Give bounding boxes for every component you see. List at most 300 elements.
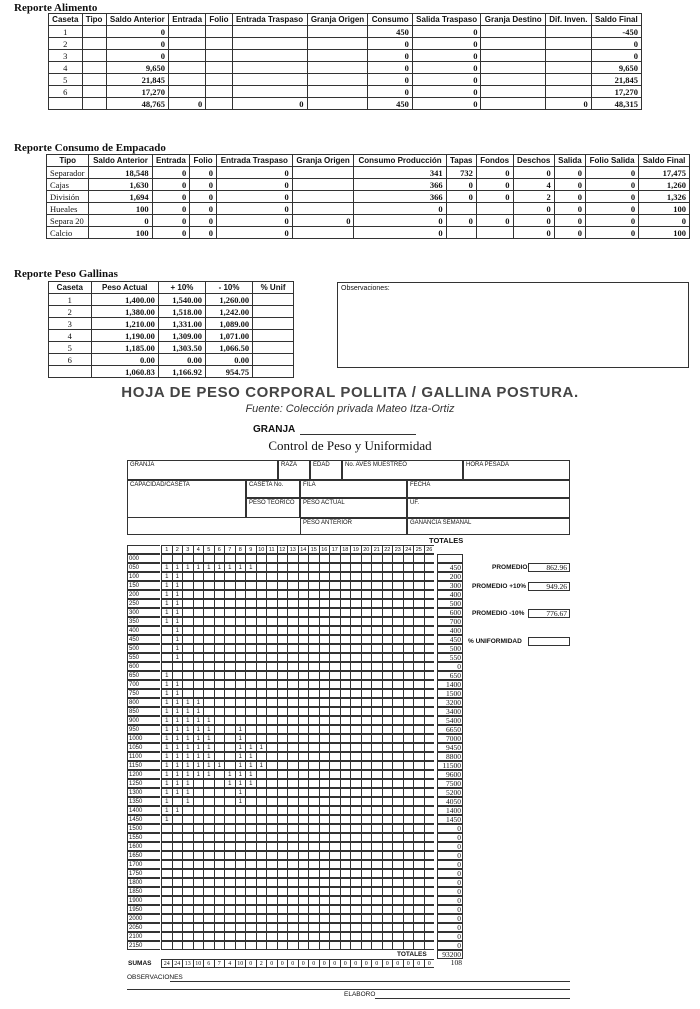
tally-cell[interactable]	[224, 833, 235, 842]
tally-cell[interactable]	[182, 572, 193, 581]
tally-cell[interactable]	[256, 644, 267, 653]
tally-cell[interactable]	[182, 806, 193, 815]
tally-cell[interactable]	[308, 635, 319, 644]
tally-cell[interactable]	[350, 554, 361, 563]
tally-cell[interactable]	[392, 671, 403, 680]
tally-cell[interactable]	[329, 734, 340, 743]
tally-cell[interactable]	[392, 716, 403, 725]
tally-cell[interactable]	[161, 635, 172, 644]
tally-cell[interactable]	[308, 878, 319, 887]
tally-cell[interactable]	[392, 896, 403, 905]
tally-cell[interactable]	[329, 797, 340, 806]
tally-cell[interactable]	[203, 869, 214, 878]
tally-cell[interactable]	[266, 698, 277, 707]
tally-cell[interactable]	[329, 689, 340, 698]
tally-cell[interactable]	[340, 626, 351, 635]
tally-cell[interactable]	[266, 554, 277, 563]
tally-cell[interactable]	[277, 761, 288, 770]
tally-cell[interactable]	[403, 779, 414, 788]
tally-cell[interactable]	[350, 644, 361, 653]
tally-cell[interactable]	[340, 923, 351, 932]
tally-cell[interactable]	[224, 752, 235, 761]
tally-cell[interactable]	[371, 554, 382, 563]
tally-cell[interactable]	[329, 806, 340, 815]
tally-cell[interactable]	[245, 635, 256, 644]
tally-cell[interactable]	[329, 743, 340, 752]
tally-cell[interactable]	[403, 815, 414, 824]
tally-cell[interactable]	[424, 905, 435, 914]
tally-cell[interactable]	[371, 680, 382, 689]
tally-cell[interactable]	[256, 752, 267, 761]
tally-cell[interactable]	[382, 734, 393, 743]
tally-cell[interactable]: 1	[161, 761, 172, 770]
tally-cell[interactable]	[319, 896, 330, 905]
tally-cell[interactable]	[424, 761, 435, 770]
tally-cell[interactable]	[340, 671, 351, 680]
tally-cell[interactable]	[308, 662, 319, 671]
tally-cell[interactable]	[329, 725, 340, 734]
tally-cell[interactable]	[340, 572, 351, 581]
tally-cell[interactable]	[350, 860, 361, 869]
tally-cell[interactable]	[256, 824, 267, 833]
tally-cell[interactable]: 1	[256, 761, 267, 770]
tally-cell[interactable]	[371, 734, 382, 743]
tally-cell[interactable]	[182, 815, 193, 824]
tally-cell[interactable]	[277, 599, 288, 608]
tally-cell[interactable]	[413, 644, 424, 653]
tally-cell[interactable]	[329, 824, 340, 833]
tally-cell[interactable]	[277, 698, 288, 707]
tally-cell[interactable]	[266, 761, 277, 770]
tally-cell[interactable]	[203, 941, 214, 950]
tally-cell[interactable]	[266, 887, 277, 896]
tally-cell[interactable]	[392, 761, 403, 770]
tally-cell[interactable]	[266, 581, 277, 590]
tally-cell[interactable]	[161, 878, 172, 887]
tally-cell[interactable]	[266, 635, 277, 644]
tally-cell[interactable]	[287, 590, 298, 599]
tally-cell[interactable]	[403, 932, 414, 941]
tally-cell[interactable]	[371, 806, 382, 815]
tally-cell[interactable]	[319, 734, 330, 743]
tally-cell[interactable]: 1	[161, 716, 172, 725]
tally-cell[interactable]	[340, 869, 351, 878]
tally-cell[interactable]	[235, 842, 246, 851]
tally-cell[interactable]	[266, 671, 277, 680]
tally-cell[interactable]	[235, 653, 246, 662]
tally-cell[interactable]	[392, 617, 403, 626]
tally-cell[interactable]	[413, 563, 424, 572]
tally-cell[interactable]	[256, 671, 267, 680]
tally-cell[interactable]	[371, 932, 382, 941]
tally-cell[interactable]	[382, 581, 393, 590]
tally-cell[interactable]	[182, 851, 193, 860]
tally-cell[interactable]	[182, 653, 193, 662]
tally-cell[interactable]	[214, 887, 225, 896]
tally-cell[interactable]	[371, 833, 382, 842]
tally-cell[interactable]	[319, 662, 330, 671]
tally-cell[interactable]	[424, 797, 435, 806]
tally-cell[interactable]	[277, 725, 288, 734]
tally-cell[interactable]	[214, 860, 225, 869]
tally-cell[interactable]	[224, 842, 235, 851]
tally-cell[interactable]	[266, 923, 277, 932]
tally-cell[interactable]	[329, 788, 340, 797]
tally-cell[interactable]	[214, 815, 225, 824]
tally-cell[interactable]	[182, 581, 193, 590]
tally-cell[interactable]	[298, 689, 309, 698]
tally-cell[interactable]	[424, 635, 435, 644]
tally-cell[interactable]	[392, 833, 403, 842]
tally-cell[interactable]	[319, 788, 330, 797]
tally-cell[interactable]: 1	[172, 644, 183, 653]
tally-cell[interactable]	[340, 797, 351, 806]
tally-cell[interactable]	[329, 626, 340, 635]
tally-cell[interactable]	[214, 833, 225, 842]
tally-cell[interactable]	[203, 815, 214, 824]
tally-cell[interactable]	[172, 797, 183, 806]
tally-cell[interactable]: 1	[172, 788, 183, 797]
tally-cell[interactable]	[308, 680, 319, 689]
tally-cell[interactable]	[287, 797, 298, 806]
tally-cell[interactable]	[308, 599, 319, 608]
tally-cell[interactable]	[193, 932, 204, 941]
tally-cell[interactable]	[382, 788, 393, 797]
tally-cell[interactable]	[298, 869, 309, 878]
tally-cell[interactable]	[277, 806, 288, 815]
tally-cell[interactable]	[403, 914, 414, 923]
tally-cell[interactable]	[392, 869, 403, 878]
tally-cell[interactable]	[172, 905, 183, 914]
tally-cell[interactable]	[203, 860, 214, 869]
tally-cell[interactable]	[266, 644, 277, 653]
tally-cell[interactable]	[382, 644, 393, 653]
tally-cell[interactable]	[340, 851, 351, 860]
tally-cell[interactable]	[256, 833, 267, 842]
tally-cell[interactable]	[277, 662, 288, 671]
tally-cell[interactable]	[361, 599, 372, 608]
tally-cell[interactable]	[413, 869, 424, 878]
tally-cell[interactable]	[277, 617, 288, 626]
tally-cell[interactable]	[382, 608, 393, 617]
tally-cell[interactable]	[403, 896, 414, 905]
tally-cell[interactable]	[308, 581, 319, 590]
tally-cell[interactable]	[172, 833, 183, 842]
tally-cell[interactable]	[287, 671, 298, 680]
tally-cell[interactable]	[245, 581, 256, 590]
tally-cell[interactable]	[256, 878, 267, 887]
tally-cell[interactable]	[245, 878, 256, 887]
tally-cell[interactable]	[266, 896, 277, 905]
tally-cell[interactable]	[382, 554, 393, 563]
tally-cell[interactable]	[350, 635, 361, 644]
tally-cell[interactable]	[413, 581, 424, 590]
tally-cell[interactable]	[182, 914, 193, 923]
tally-cell[interactable]	[214, 878, 225, 887]
tally-cell[interactable]	[403, 653, 414, 662]
tally-cell[interactable]	[329, 653, 340, 662]
tally-cell[interactable]	[403, 797, 414, 806]
tally-cell[interactable]	[224, 824, 235, 833]
tally-cell[interactable]	[245, 941, 256, 950]
tally-cell[interactable]	[172, 860, 183, 869]
tally-cell[interactable]	[340, 608, 351, 617]
tally-cell[interactable]	[256, 842, 267, 851]
tally-cell[interactable]	[403, 644, 414, 653]
tally-cell[interactable]	[382, 842, 393, 851]
tally-cell[interactable]	[193, 806, 204, 815]
tally-cell[interactable]: 1	[245, 770, 256, 779]
tally-cell[interactable]	[413, 770, 424, 779]
form-fecha[interactable]: FECHA	[407, 480, 570, 498]
tally-cell[interactable]	[308, 572, 319, 581]
tally-cell[interactable]	[382, 743, 393, 752]
tally-cell[interactable]	[161, 842, 172, 851]
tally-cell[interactable]	[256, 617, 267, 626]
tally-cell[interactable]: 1	[161, 788, 172, 797]
tally-cell[interactable]	[413, 635, 424, 644]
tally-cell[interactable]	[308, 788, 319, 797]
tally-cell[interactable]	[371, 626, 382, 635]
tally-cell[interactable]	[203, 896, 214, 905]
tally-cell[interactable]	[203, 608, 214, 617]
tally-cell[interactable]	[224, 707, 235, 716]
tally-cell[interactable]	[403, 770, 414, 779]
tally-cell[interactable]	[424, 752, 435, 761]
tally-cell[interactable]	[235, 626, 246, 635]
tally-cell[interactable]	[413, 914, 424, 923]
tally-cell[interactable]	[403, 941, 414, 950]
tally-cell[interactable]: 1	[235, 770, 246, 779]
tally-cell[interactable]	[287, 707, 298, 716]
tally-cell[interactable]	[382, 653, 393, 662]
tally-cell[interactable]	[224, 608, 235, 617]
tally-cell[interactable]	[340, 617, 351, 626]
tally-cell[interactable]	[266, 617, 277, 626]
tally-cell[interactable]	[340, 716, 351, 725]
tally-cell[interactable]	[235, 554, 246, 563]
tally-cell[interactable]	[277, 572, 288, 581]
tally-cell[interactable]	[329, 635, 340, 644]
tally-cell[interactable]: 1	[161, 806, 172, 815]
tally-cell[interactable]	[413, 833, 424, 842]
tally-cell[interactable]	[214, 581, 225, 590]
tally-cell[interactable]	[319, 599, 330, 608]
tally-cell[interactable]	[245, 788, 256, 797]
tally-cell[interactable]	[235, 608, 246, 617]
tally-cell[interactable]	[371, 599, 382, 608]
tally-cell[interactable]	[361, 833, 372, 842]
tally-cell[interactable]	[329, 779, 340, 788]
tally-cell[interactable]: 1	[161, 617, 172, 626]
tally-cell[interactable]	[203, 662, 214, 671]
tally-cell[interactable]: 1	[182, 770, 193, 779]
tally-cell[interactable]: 1	[172, 752, 183, 761]
tally-cell[interactable]	[350, 581, 361, 590]
tally-cell[interactable]	[392, 815, 403, 824]
tally-cell[interactable]	[392, 572, 403, 581]
tally-cell[interactable]	[371, 653, 382, 662]
tally-cell[interactable]	[203, 878, 214, 887]
tally-cell[interactable]: 1	[172, 617, 183, 626]
tally-cell[interactable]	[424, 806, 435, 815]
tally-cell[interactable]	[424, 563, 435, 572]
tally-cell[interactable]	[382, 923, 393, 932]
tally-cell[interactable]	[392, 599, 403, 608]
tally-cell[interactable]	[424, 869, 435, 878]
tally-cell[interactable]	[371, 770, 382, 779]
tally-cell[interactable]	[193, 653, 204, 662]
tally-cell[interactable]	[350, 599, 361, 608]
tally-cell[interactable]	[256, 815, 267, 824]
tally-cell[interactable]	[287, 725, 298, 734]
tally-cell[interactable]	[403, 824, 414, 833]
tally-cell[interactable]: 1	[172, 572, 183, 581]
tally-cell[interactable]	[203, 581, 214, 590]
tally-cell[interactable]	[298, 914, 309, 923]
tally-cell[interactable]	[214, 905, 225, 914]
tally-cell[interactable]	[371, 635, 382, 644]
tally-cell[interactable]	[424, 725, 435, 734]
tally-cell[interactable]	[361, 932, 372, 941]
tally-cell[interactable]	[214, 779, 225, 788]
tally-cell[interactable]	[224, 932, 235, 941]
tally-cell[interactable]	[403, 743, 414, 752]
tally-cell[interactable]	[256, 941, 267, 950]
tally-cell[interactable]	[172, 887, 183, 896]
tally-cell[interactable]	[319, 806, 330, 815]
tally-cell[interactable]	[193, 680, 204, 689]
tally-cell[interactable]	[214, 842, 225, 851]
tally-cell[interactable]	[298, 590, 309, 599]
tally-cell[interactable]	[371, 743, 382, 752]
tally-cell[interactable]: 1	[161, 725, 172, 734]
tally-cell[interactable]	[266, 572, 277, 581]
tally-cell[interactable]	[235, 698, 246, 707]
tally-cell[interactable]	[371, 779, 382, 788]
tally-cell[interactable]	[245, 923, 256, 932]
tally-cell[interactable]	[392, 644, 403, 653]
tally-cell[interactable]	[224, 725, 235, 734]
tally-cell[interactable]	[392, 941, 403, 950]
tally-cell[interactable]	[193, 671, 204, 680]
tally-cell[interactable]: 1	[235, 752, 246, 761]
tally-cell[interactable]	[350, 563, 361, 572]
tally-cell[interactable]	[308, 725, 319, 734]
tally-cell[interactable]	[298, 878, 309, 887]
tally-cell[interactable]	[298, 671, 309, 680]
tally-cell[interactable]	[245, 797, 256, 806]
tally-cell[interactable]	[392, 662, 403, 671]
tally-cell[interactable]	[287, 833, 298, 842]
tally-cell[interactable]	[413, 716, 424, 725]
tally-cell[interactable]	[277, 590, 288, 599]
tally-cell[interactable]	[382, 833, 393, 842]
tally-cell[interactable]	[287, 779, 298, 788]
tally-cell[interactable]	[413, 887, 424, 896]
tally-cell[interactable]	[371, 689, 382, 698]
tally-cell[interactable]	[308, 653, 319, 662]
tally-cell[interactable]: 1	[182, 563, 193, 572]
tally-cell[interactable]: 1	[193, 752, 204, 761]
tally-cell[interactable]	[214, 914, 225, 923]
tally-cell[interactable]	[319, 797, 330, 806]
tally-cell[interactable]	[413, 707, 424, 716]
tally-cell[interactable]	[161, 626, 172, 635]
tally-cell[interactable]	[298, 923, 309, 932]
tally-cell[interactable]	[172, 914, 183, 923]
tally-cell[interactable]	[319, 698, 330, 707]
tally-cell[interactable]	[161, 869, 172, 878]
tally-cell[interactable]	[298, 860, 309, 869]
tally-cell[interactable]	[329, 833, 340, 842]
tally-cell[interactable]: 1	[161, 608, 172, 617]
tally-cell[interactable]	[403, 761, 414, 770]
tally-cell[interactable]	[392, 797, 403, 806]
tally-cell[interactable]	[266, 941, 277, 950]
tally-cell[interactable]	[298, 842, 309, 851]
tally-cell[interactable]: 1	[172, 626, 183, 635]
tally-cell[interactable]	[235, 932, 246, 941]
tally-cell[interactable]	[224, 896, 235, 905]
tally-cell[interactable]	[182, 644, 193, 653]
tally-cell[interactable]	[182, 869, 193, 878]
tally-cell[interactable]	[214, 599, 225, 608]
tally-cell[interactable]: 1	[245, 779, 256, 788]
tally-cell[interactable]	[350, 842, 361, 851]
tally-cell[interactable]	[371, 761, 382, 770]
tally-cell[interactable]	[266, 842, 277, 851]
tally-cell[interactable]	[172, 878, 183, 887]
tally-cell[interactable]	[329, 698, 340, 707]
tally-cell[interactable]	[298, 644, 309, 653]
tally-cell[interactable]	[361, 644, 372, 653]
tally-cell[interactable]: 1	[172, 581, 183, 590]
tally-cell[interactable]	[266, 824, 277, 833]
tally-cell[interactable]: 1	[193, 725, 204, 734]
tally-cell[interactable]	[392, 743, 403, 752]
tally-cell[interactable]	[193, 797, 204, 806]
tally-cell[interactable]	[319, 581, 330, 590]
tally-cell[interactable]	[413, 680, 424, 689]
tally-cell[interactable]	[214, 698, 225, 707]
tally-cell[interactable]	[298, 770, 309, 779]
tally-cell[interactable]	[319, 626, 330, 635]
tally-cell[interactable]	[298, 680, 309, 689]
tally-cell[interactable]	[287, 608, 298, 617]
tally-cell[interactable]	[161, 896, 172, 905]
tally-cell[interactable]	[424, 896, 435, 905]
tally-cell[interactable]	[350, 797, 361, 806]
tally-cell[interactable]	[182, 689, 193, 698]
tally-cell[interactable]	[172, 923, 183, 932]
tally-cell[interactable]: 1	[193, 707, 204, 716]
tally-cell[interactable]	[319, 563, 330, 572]
tally-cell[interactable]	[287, 626, 298, 635]
tally-cell[interactable]	[340, 788, 351, 797]
tally-cell[interactable]	[298, 698, 309, 707]
tally-cell[interactable]	[287, 941, 298, 950]
tally-cell[interactable]	[161, 644, 172, 653]
tally-cell[interactable]	[266, 860, 277, 869]
tally-cell[interactable]	[382, 590, 393, 599]
tally-cell[interactable]	[329, 770, 340, 779]
tally-cell[interactable]	[329, 941, 340, 950]
tally-cell[interactable]	[392, 590, 403, 599]
tally-cell[interactable]	[371, 707, 382, 716]
tally-cell[interactable]	[382, 572, 393, 581]
tally-cell[interactable]	[350, 788, 361, 797]
